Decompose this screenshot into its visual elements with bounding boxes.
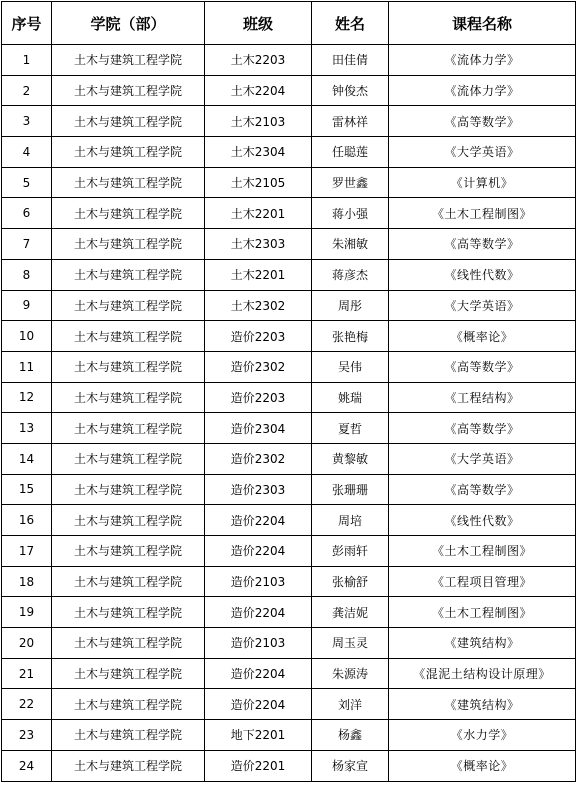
cell-course: 《土木工程制图》 [389, 597, 576, 628]
cell-no: 12 [2, 382, 52, 413]
table-body [2, 45, 576, 782]
cell-class: 土木2201 [205, 198, 312, 229]
cell-name: 钟俊杰 [312, 75, 389, 106]
cell-no: 22 [2, 689, 52, 720]
cell-college: 土木与建筑工程学院 [52, 75, 205, 106]
table-row [2, 628, 576, 659]
cell-college: 土木与建筑工程学院 [52, 443, 205, 474]
cell-class: 土木2304 [205, 137, 312, 168]
cell-college: 土木与建筑工程学院 [52, 413, 205, 444]
table-header-row [2, 2, 576, 45]
cell-class: 造价2304 [205, 413, 312, 444]
cell-class: 造价2302 [205, 443, 312, 474]
cell-college: 土木与建筑工程学院 [52, 382, 205, 413]
table-row [2, 167, 576, 198]
cell-class: 造价2103 [205, 628, 312, 659]
cell-class: 造价2203 [205, 321, 312, 352]
cell-course: 《工程项目管理》 [389, 566, 576, 597]
cell-name: 杨家宣 [312, 750, 389, 781]
table-row [2, 474, 576, 505]
cell-course: 《高等数学》 [389, 474, 576, 505]
cell-course: 《流体力学》 [389, 45, 576, 76]
cell-college: 土木与建筑工程学院 [52, 566, 205, 597]
cell-college: 土木与建筑工程学院 [52, 351, 205, 382]
cell-no: 14 [2, 443, 52, 474]
cell-class: 土木2302 [205, 290, 312, 321]
cell-no: 5 [2, 167, 52, 198]
table-row [2, 566, 576, 597]
cell-no: 19 [2, 597, 52, 628]
cell-name: 朱湘敏 [312, 229, 389, 260]
cell-no: 11 [2, 351, 52, 382]
cell-name: 周玉灵 [312, 628, 389, 659]
cell-no: 7 [2, 229, 52, 260]
cell-course: 《高等数学》 [389, 351, 576, 382]
cell-course: 《土木工程制图》 [389, 536, 576, 567]
cell-class: 土木2103 [205, 106, 312, 137]
cell-no: 1 [2, 45, 52, 76]
header-college: 学院（部） [52, 2, 205, 45]
cell-no: 16 [2, 505, 52, 536]
table-row [2, 75, 576, 106]
table-row [2, 259, 576, 290]
cell-name: 田佳倩 [312, 45, 389, 76]
cell-class: 造价2303 [205, 474, 312, 505]
cell-college: 土木与建筑工程学院 [52, 597, 205, 628]
cell-class: 造价2201 [205, 750, 312, 781]
cell-course: 《大学英语》 [389, 443, 576, 474]
cell-no: 17 [2, 536, 52, 567]
cell-no: 8 [2, 259, 52, 290]
cell-class: 造价2204 [205, 658, 312, 689]
cell-no: 9 [2, 290, 52, 321]
cell-college: 土木与建筑工程学院 [52, 750, 205, 781]
cell-no: 3 [2, 106, 52, 137]
table-row [2, 382, 576, 413]
cell-name: 蒋小强 [312, 198, 389, 229]
cell-college: 土木与建筑工程学院 [52, 259, 205, 290]
cell-college: 土木与建筑工程学院 [52, 290, 205, 321]
cell-no: 21 [2, 658, 52, 689]
cell-course: 《土木工程制图》 [389, 198, 576, 229]
cell-name: 龚洁妮 [312, 597, 389, 628]
cell-college: 土木与建筑工程学院 [52, 45, 205, 76]
cell-name: 彭雨轩 [312, 536, 389, 567]
cell-course: 《大学英语》 [389, 137, 576, 168]
table-row [2, 536, 576, 567]
cell-college: 土木与建筑工程学院 [52, 474, 205, 505]
cell-course: 《高等数学》 [389, 229, 576, 260]
cell-class: 土木2303 [205, 229, 312, 260]
table-row [2, 443, 576, 474]
cell-course: 《计算机》 [389, 167, 576, 198]
table-row [2, 505, 576, 536]
table-row [2, 45, 576, 76]
cell-course: 《大学英语》 [389, 290, 576, 321]
cell-course: 《线性代数》 [389, 259, 576, 290]
cell-class: 土木2201 [205, 259, 312, 290]
cell-no: 23 [2, 720, 52, 751]
cell-course: 《建筑结构》 [389, 689, 576, 720]
cell-name: 罗世鑫 [312, 167, 389, 198]
cell-class: 造价2103 [205, 566, 312, 597]
cell-no: 2 [2, 75, 52, 106]
table-row [2, 321, 576, 352]
header-course: 课程名称 [389, 2, 576, 45]
cell-name: 周彤 [312, 290, 389, 321]
cell-college: 土木与建筑工程学院 [52, 321, 205, 352]
cell-name: 朱源涛 [312, 658, 389, 689]
table-row [2, 198, 576, 229]
cell-college: 土木与建筑工程学院 [52, 536, 205, 567]
cell-college: 土木与建筑工程学院 [52, 198, 205, 229]
table-row [2, 351, 576, 382]
cell-class: 造价2204 [205, 689, 312, 720]
cell-college: 土木与建筑工程学院 [52, 137, 205, 168]
cell-college: 土木与建筑工程学院 [52, 106, 205, 137]
cell-course: 《混泥土结构设计原理》 [389, 658, 576, 689]
table-row [2, 290, 576, 321]
cell-name: 黄黎敏 [312, 443, 389, 474]
cell-name: 周培 [312, 505, 389, 536]
cell-college: 土木与建筑工程学院 [52, 658, 205, 689]
cell-name: 张榆舒 [312, 566, 389, 597]
cell-course: 《线性代数》 [389, 505, 576, 536]
cell-name: 刘洋 [312, 689, 389, 720]
cell-course: 《概率论》 [389, 750, 576, 781]
cell-no: 20 [2, 628, 52, 659]
table-row [2, 413, 576, 444]
header-name: 姓名 [312, 2, 389, 45]
table-row [2, 229, 576, 260]
cell-name: 张珊珊 [312, 474, 389, 505]
cell-no: 10 [2, 321, 52, 352]
cell-class: 地下2201 [205, 720, 312, 751]
cell-name: 夏哲 [312, 413, 389, 444]
cell-college: 土木与建筑工程学院 [52, 505, 205, 536]
cell-course: 《流体力学》 [389, 75, 576, 106]
cell-no: 6 [2, 198, 52, 229]
header-no: 序号 [2, 2, 52, 45]
cell-class: 造价2204 [205, 536, 312, 567]
cell-course: 《高等数学》 [389, 106, 576, 137]
cell-course: 《概率论》 [389, 321, 576, 352]
cell-no: 18 [2, 566, 52, 597]
cell-name: 吴伟 [312, 351, 389, 382]
cell-name: 蒋彦杰 [312, 259, 389, 290]
cell-college: 土木与建筑工程学院 [52, 720, 205, 751]
cell-class: 土木2204 [205, 75, 312, 106]
cell-class: 造价2302 [205, 351, 312, 382]
cell-college: 土木与建筑工程学院 [52, 689, 205, 720]
cell-class: 土木2105 [205, 167, 312, 198]
cell-college: 土木与建筑工程学院 [52, 229, 205, 260]
table-row [2, 658, 576, 689]
cell-no: 15 [2, 474, 52, 505]
table-row [2, 750, 576, 781]
table-row [2, 137, 576, 168]
table-row [2, 689, 576, 720]
cell-class: 造价2204 [205, 505, 312, 536]
table-row [2, 106, 576, 137]
student-course-table [1, 1, 576, 782]
cell-course: 《水力学》 [389, 720, 576, 751]
cell-course: 《建筑结构》 [389, 628, 576, 659]
cell-class: 土木2203 [205, 45, 312, 76]
cell-class: 造价2203 [205, 382, 312, 413]
cell-name: 张艳梅 [312, 321, 389, 352]
cell-name: 任聪莲 [312, 137, 389, 168]
cell-name: 杨鑫 [312, 720, 389, 751]
cell-college: 土木与建筑工程学院 [52, 628, 205, 659]
table-row [2, 720, 576, 751]
cell-course: 《高等数学》 [389, 413, 576, 444]
cell-class: 造价2204 [205, 597, 312, 628]
cell-name: 姚瑞 [312, 382, 389, 413]
student-course-table-container [1, 1, 575, 789]
cell-no: 4 [2, 137, 52, 168]
cell-college: 土木与建筑工程学院 [52, 167, 205, 198]
table-row [2, 597, 576, 628]
cell-course: 《工程结构》 [389, 382, 576, 413]
cell-no: 13 [2, 413, 52, 444]
cell-name: 雷林祥 [312, 106, 389, 137]
header-class: 班级 [205, 2, 312, 45]
cell-no: 24 [2, 750, 52, 781]
